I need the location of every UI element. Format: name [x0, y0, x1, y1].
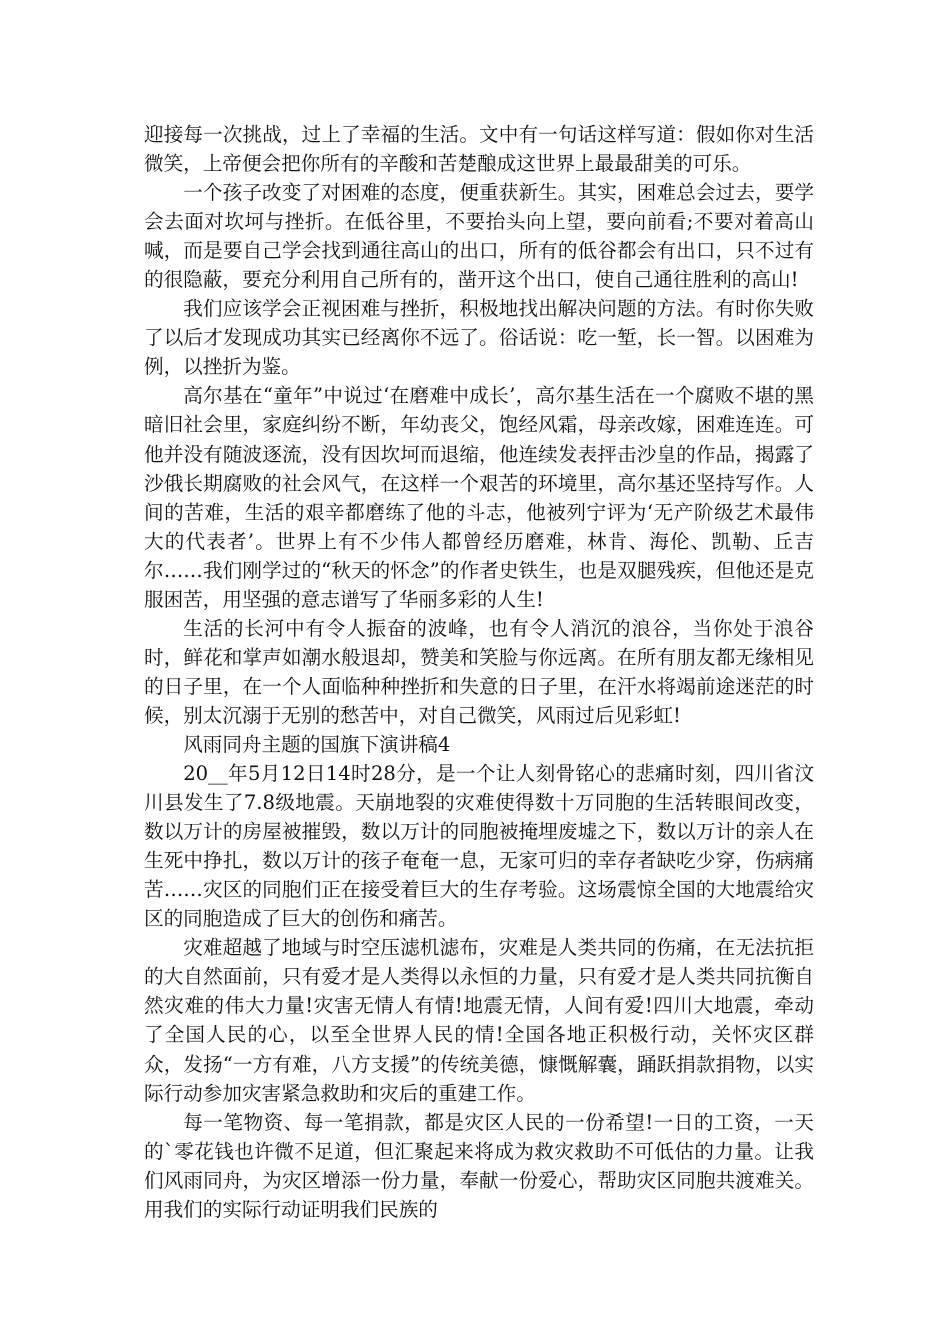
paragraph-donation: 每一笔物资、每一笔捐款，都是灾区人民的一份希望!一日的工资，一天的`零花钱也许微不足道，但汇聚起来将成为救灾救助不可低估的力量。让我们风雨同舟，为灾区增添一份力量，奉献一份爱心，帮助灾区同胞共渡难关。用我们的实际行动证明我们民族的 — [144, 1110, 814, 1221]
paragraph-face-difficulty: 我们应该学会正视困难与挫折，积极地找出解决问题的方法。有时你失败了以后才发现成功其实已经离你不远了。俗话说：吃一堑，长一智。以困难为例，以挫折为鉴。 — [144, 297, 814, 379]
paragraph-attitude: 一个孩子改变了对困难的态度，便重获新生。其实，困难总会过去，要学会去面对坎坷与挫折。在低谷里，不要抬头向上望，要向前看;不要对着高山喊，而是要自己学会找到通往高山的出口，所有的低谷都会有出口，只不过有的很隐蔽，要充分利用自己所有的，凿开这个出口，使自己通往胜利的高山! — [144, 181, 814, 292]
paragraph-river-of-life: 生活的长河中有令人振奋的波峰，也有令人消沉的浪谷，当你处于浪谷时，鲜花和掌声如潮水般退却，赞美和笑脸与你远离。在所有朋友都无缘相见的日子里，在一个人面临种种挫折和失意的日子里，在汗水将竭前途迷茫的时候，别太沉溺于无别的愁苦中，对自己微笑，风雨过后见彩虹! — [144, 616, 814, 727]
paragraph-gorky: 高尔基在“童年”中说过‘在磨难中成长’，高尔基生活在一个腐败不堪的黑暗旧社会里，家庭纠纷不断，年幼丧父，饱经风霜，母亲改嫁，困难连连。可他并没有随波逐流，没有因坎坷而退缩，他连续发表抨击沙皇的作品，揭露了沙俄长期腐败的社会风气，在这样一个艰苦的环境里，高尔基还坚持写作。人间的苦难，生活的艰辛都磨练了他的斗志，他被列宁评为‘无产阶级艺术最伟大的代表者’。世界上有不少伟人都曾经历磨难，林肯、海伦、凯勒、丘吉尔……我们刚学过的“秋天的怀念”的作者史铁生，也是双腿残疾，但他还是克服困苦，用坚强的意志谱写了华丽多彩的人生! — [144, 384, 814, 611]
paragraph-disaster-love: 灾难超越了地域与时空压滤机滤布，灾难是人类共同的伤痛，在无法抗拒的大自然面前，只有爱才是人类得以永恒的力量，只有爱才是人类共同抗衡自然灾难的伟大力量!灾害无情人有情!地震无情，人间有爱!四川大地震，牵动了全国人民的心，以至全世界人民的情!全国各地正积极行动，关怀灾区群众，发扬“一方有难，八方支援”的传统美德，慷慨解囊，踊跃捐款捐物，以实际行动参加灾害紧急救助和灾后的重建工作。 — [144, 936, 814, 1105]
paragraph-earthquake: 20__年5月12日14时28分，是一个让人刻骨铭心的悲痛时刻，四川省汶川县发生了7.8级地震。天崩地裂的灾难使得数十万同胞的生活转眼间改变，数以万计的房屋被摧毁，数以万计的同胞被掩埋废墟之下，数以万计的亲人在生死中挣扎，数以万计的孩子奄奄一息，无家可归的幸存者缺吃少穿，伤病痛苦……灾区的同胞们正在接受着巨大的生存考验。这场震惊全国的大地震给灾区的同胞造成了巨大的创伤和痛苦。 — [144, 762, 814, 931]
section-heading: 风雨同舟主题的国旗下演讲稿4 — [183, 732, 451, 756]
document-body — [144, 120, 814, 1224]
paragraph-continuation: 迎接每一次挑战，过上了幸福的生活。文中有一句话这样写道：假如你对生活微笑，上帝便会把你所有的辛酸和苦楚酿成这世界上最最甜美的可乐。 — [144, 123, 814, 176]
